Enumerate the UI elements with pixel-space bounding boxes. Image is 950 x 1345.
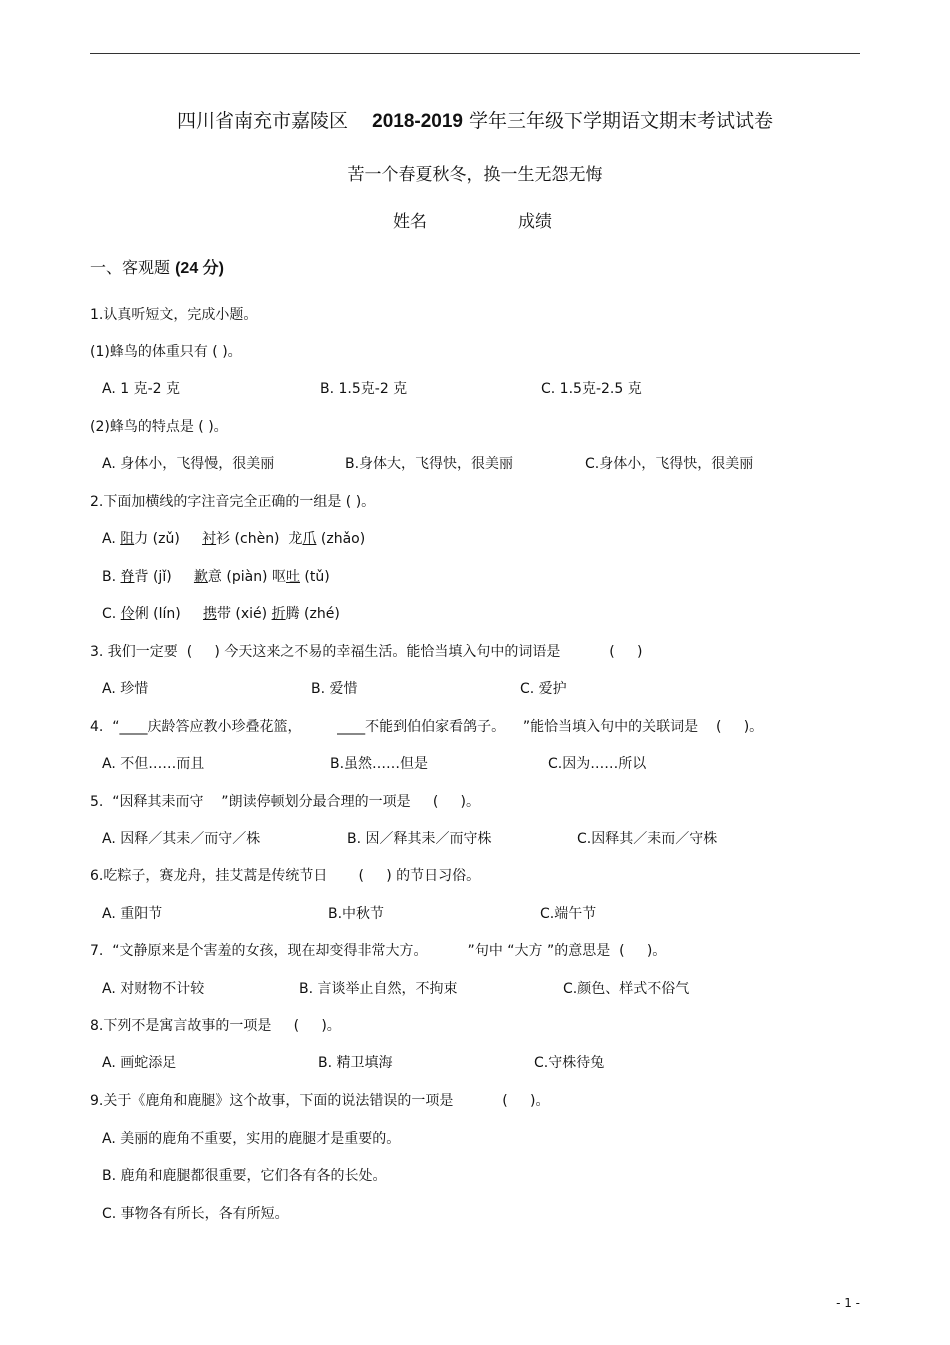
question-1-1-option-c: C. 1.5克-2.5 克: [541, 381, 642, 397]
question-4-option-c: C.因为……所以: [548, 756, 647, 772]
header-rule: [90, 53, 860, 54]
question-3-option-c: C. 爱护: [520, 681, 567, 697]
question-1-2-option-b: B.身体大，飞得快，很美丽: [345, 456, 514, 472]
question-8-option-a: A. 画蛇添足: [102, 1055, 177, 1071]
page-subtitle: 苦一个春夏秋冬，换一生无怨无悔: [347, 165, 603, 185]
question-6-option-a: A. 重阳节: [102, 906, 163, 922]
name-label: 姓名: [393, 212, 427, 232]
question-1-1-option-b: B. 1.5克-2 克: [320, 381, 408, 397]
page-number: - 1 -: [836, 1296, 860, 1310]
question-9-option-c: C. 事物各有所长，各有所短。: [102, 1206, 289, 1222]
section-prefix: 一、客观题: [90, 258, 176, 277]
question-5-option-c: C.因释其／耒而／守株: [577, 831, 718, 847]
question-6-option-b: B.中秋节: [328, 906, 385, 922]
question-8-stem: 8.下列不是寓言故事的一项是 ( )。: [90, 1018, 341, 1034]
question-9-stem: 9.关于《鹿角和鹿腿》这个故事，下面的说法错误的一项是 ( )。: [90, 1093, 550, 1109]
question-1-1-option-a: A. 1 克-2 克: [102, 381, 180, 397]
question-3-stem: 3. 我们一定要 ( ) 今天这来之不易的幸福生活。能恰当填入句中的词语是 ( ): [90, 644, 643, 660]
question-5-option-a: A. 因释／其耒／而守／株: [102, 831, 261, 847]
question-9-option-b: B. 鹿角和鹿腿都很重要，它们各有各的长处。: [102, 1168, 387, 1184]
question-1-1-stem: (1)蜂鸟的体重只有 ( )。: [90, 344, 242, 360]
question-1-2-stem: (2)蜂鸟的特点是 ( )。: [90, 419, 228, 435]
question-1-stem: 1.认真听短文，完成小题。: [90, 307, 258, 323]
page-title: [0, 106, 950, 133]
question-7-stem: 7. “文静原来是个害羞的女孩，现在却变得非常大方。 ”句中 “大方 ”的意思是 ( )。: [90, 943, 667, 959]
title-region: 四川省南充市嘉陵区: [176, 110, 348, 132]
question-2-option-a: A. 阻力 (zǔ) 衬衫 (chèn) 龙爪 (zhǎo): [102, 531, 366, 547]
question-4-stem: 4. “____庆龄答应教小珍叠花篮， ____不能到伯伯家看鸽子。 ”能恰当填入句中的关联词是 ( )。: [90, 719, 764, 735]
question-1-2-option-c: C.身体小，飞得快，很美丽: [585, 456, 754, 472]
question-2-option-c: C. 伶俐 (lín) 携带 (xié) 折腾 (zhé): [102, 606, 340, 622]
title-text: 学年三年级下学期语文期末考试试卷: [469, 110, 774, 132]
section-points: (24 分): [175, 260, 224, 277]
question-1-2-option-a: A. 身体小，飞得慢，很美丽: [102, 456, 275, 472]
question-5-option-b: B. 因／释其耒／而守株: [347, 831, 492, 847]
question-3-option-b: B. 爱惜: [311, 681, 358, 697]
question-9-option-a: A. 美丽的鹿角不重要，实用的鹿腿才是重要的。: [102, 1131, 401, 1147]
question-6-stem: 6.吃粽子，赛龙舟，挂艾蒿是传统节日 ( ) 的节日习俗。: [90, 868, 481, 884]
question-5-stem: 5. “因释其耒而守 ”朗读停顿划分最合理的一项是 ( )。: [90, 794, 480, 810]
question-4-option-a: A. 不但……而且: [102, 756, 205, 772]
question-8-option-c: C.守株待兔: [534, 1055, 605, 1071]
question-6-option-c: C.端午节: [540, 906, 597, 922]
question-8-option-b: B. 精卫填海: [318, 1055, 393, 1071]
question-2-stem: 2.下面加横线的字注音完全正确的一组是 ( )。: [90, 494, 376, 510]
question-7-option-b: B. 言谈举止自然，不拘束: [299, 981, 458, 997]
question-7-option-a: A. 对财物不计较: [102, 981, 205, 997]
section-heading: [90, 255, 224, 278]
question-7-option-c: C.颜色、样式不俗气: [563, 981, 690, 997]
question-2-option-b: B. 脊背 (jǐ) 歉意 (piàn) 呕吐 (tǔ): [102, 569, 330, 585]
score-label: 成绩: [518, 212, 552, 232]
question-4-option-b: B.虽然……但是: [330, 756, 429, 772]
question-3-option-a: A. 珍惜: [102, 681, 149, 697]
title-year: 2018-2019: [372, 111, 463, 132]
